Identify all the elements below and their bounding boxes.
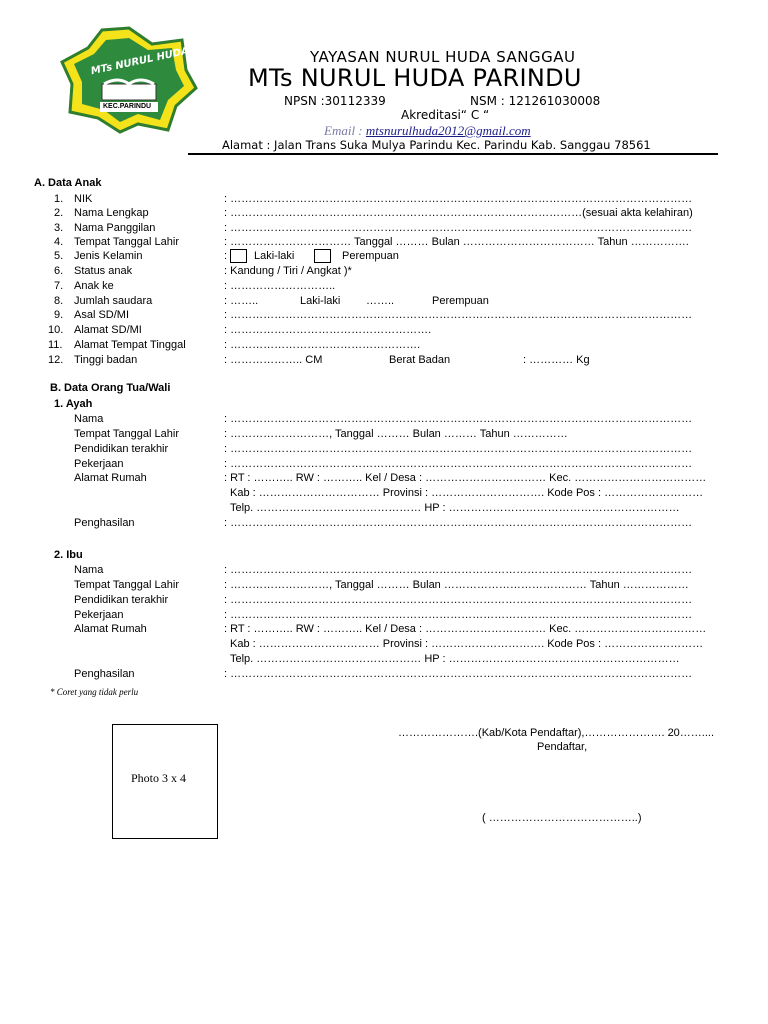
- footnote: * Coret yang tidak perlu: [50, 687, 139, 697]
- ayah-alamat-label: Alamat Rumah: [74, 472, 147, 484]
- ibu-nama-value: : ………………………………………………………………………………………………………………: [224, 564, 693, 576]
- ibu-pekerjaan-label: Pekerjaan: [74, 609, 124, 621]
- ibu-title: 2. Ibu: [54, 549, 83, 561]
- photo-label: Photo 3 x 4: [131, 771, 187, 785]
- item-number: 2.: [54, 207, 64, 219]
- ibu-nama-label: Nama: [74, 564, 104, 576]
- ibu-ttl-label: Tempat Tanggal Lahir: [74, 579, 179, 591]
- item-number: 10.: [48, 324, 64, 336]
- ibu-alamat-line-3: Telp. ……………………………………… HP : ………………………………………………………: [230, 653, 680, 665]
- ibu-alamat-line-2: Kab : …………………………… Provinsi : …………………………. Kode Pos : ………………………: [230, 638, 704, 650]
- gender-female-label: Perempuan: [342, 250, 399, 262]
- ayah-alamat-line-3: Telp. ……………………………………… HP : ………………………………………………………: [230, 502, 680, 514]
- ayah-penghasilan-label: Penghasilan: [74, 517, 135, 529]
- item-number: 3.: [54, 222, 64, 234]
- ayah-nama-label: Nama: [74, 413, 104, 425]
- item-label: NIK: [74, 193, 93, 205]
- ibu-penghasilan-value: : ………………………………………………………………………………………………………………: [224, 668, 693, 680]
- nsm: NSM : 121261030008: [470, 94, 601, 108]
- sibling-female-label: Perempuan: [432, 295, 489, 307]
- gender-male-label: Laki-laki: [254, 250, 295, 262]
- ibu-alamat-line-1: : RT : ……….. RW : ……….. Kel / Desa : …………………………… Kec. ………………………………: [224, 623, 707, 635]
- ayah-pekerjaan-label: Pekerjaan: [74, 458, 124, 470]
- item-label: Anak ke: [74, 280, 114, 292]
- header-divider: [188, 153, 718, 155]
- item-value: : ……………………………………………….: [224, 324, 432, 336]
- email-label: Email :: [324, 123, 363, 138]
- item-label: Status anak: [74, 265, 133, 277]
- item-value: : …………………………… Tanggal ……… Bulan ……………………………… Tahun …………….: [224, 236, 689, 248]
- ayah-alamat-line-1: : RT : ……….. RW : ……….. Kel / Desa : …………………………… Kec. ………………………………: [224, 472, 707, 484]
- ayah-title: 1. Ayah: [54, 398, 93, 410]
- ayah-ttl-label: Tempat Tanggal Lahir: [74, 428, 179, 440]
- school-logo: [60, 26, 198, 134]
- item-label: Alamat SD/MI: [74, 324, 142, 336]
- ibu-penghasilan-label: Penghasilan: [74, 668, 135, 680]
- sibling-male-label: Laki-laki: [300, 295, 341, 307]
- item-value: :: [224, 250, 228, 262]
- photo-box: [112, 724, 218, 839]
- item-number: 11.: [48, 339, 63, 351]
- item-number: 1.: [54, 193, 64, 205]
- school-address: Alamat : Jalan Trans Suka Mulya Parindu Kec. Parindu Kab. Sanggau 78561: [222, 138, 651, 152]
- item-label: Nama Panggilan: [74, 222, 156, 234]
- email-link[interactable]: mtsnurulhuda2012@gmail.com: [365, 123, 531, 138]
- section-a-title: A. Data Anak: [34, 177, 102, 189]
- weight-value: : ………… Kg: [523, 354, 590, 366]
- ayah-nama-value: : ………………………………………………………………………………………………………………: [224, 413, 693, 425]
- npsn: NPSN :30112339: [284, 94, 386, 108]
- item-label: Tinggi badan: [74, 354, 138, 366]
- item-label: Jumlah saudara: [74, 295, 153, 307]
- item-number: 12.: [48, 354, 64, 366]
- checkbox-female[interactable]: [314, 249, 331, 263]
- item-value: : Kandung / Tiri / Angkat )*: [224, 265, 352, 277]
- ayah-alamat-line-2: Kab : …………………………… Provinsi : …………………………. Kode Pos : ………………………: [230, 487, 704, 499]
- signature-role: Pendaftar,: [537, 741, 588, 753]
- logo-text-bottom: KEC.PARINDU: [103, 103, 152, 110]
- ibu-ttl-value: : ………………………, Tanggal ……… Bulan ………………………………… Tahun ………………: [224, 579, 689, 591]
- ibu-alamat-label: Alamat Rumah: [74, 623, 147, 635]
- item-label: Jenis Kelamin: [74, 250, 143, 262]
- foundation-name: YAYASAN NURUL HUDA SANGGAU: [310, 48, 576, 66]
- item-value: : ……………………………………………………………………………………(sesuai akta kelahiran): [224, 207, 693, 219]
- item-value: : ……..: [224, 295, 259, 307]
- item-label: Nama Lengkap: [74, 207, 149, 219]
- logo-text-top: MTs NURUL HUDA: [89, 45, 190, 78]
- school-name: MTs NURUL HUDA PARINDU: [248, 64, 582, 92]
- sibling-female-dots: ……..: [366, 295, 395, 307]
- ayah-pendidikan-value: : ………………………………………………………………………………………………………………: [224, 443, 693, 455]
- item-number: 7.: [54, 280, 64, 292]
- checkbox-male[interactable]: [230, 249, 247, 263]
- ibu-pendidikan-value: : ………………………………………………………………………………………………………………: [224, 594, 693, 606]
- ayah-pendidikan-label: Pendidikan terakhir: [74, 443, 169, 455]
- item-value: : …………………………………………….: [224, 339, 421, 351]
- item-value: : ………………………………………………………………………………………………………………: [224, 222, 693, 234]
- ayah-penghasilan-value: : ………………………………………………………………………………………………………………: [224, 517, 693, 529]
- signature-place-date: ………………….(Kab/Kota Pendaftar),…………………. 20……....: [398, 727, 715, 739]
- item-number: 6.: [54, 265, 64, 277]
- weight-label: Berat Badan: [389, 354, 451, 366]
- item-number: 9.: [54, 309, 64, 321]
- item-label: Alamat Tempat Tinggal: [74, 339, 186, 351]
- item-value: : ………………………..: [224, 280, 336, 292]
- ibu-pendidikan-label: Pendidikan terakhir: [74, 594, 169, 606]
- item-value: : ………………………………………………………………………………………………………………: [224, 309, 693, 321]
- item-value: : ……………….. CM: [224, 354, 323, 366]
- ayah-ttl-value: : ………………………, Tanggal ……… Bulan ……… Tahun ……………: [224, 428, 568, 440]
- item-label: Tempat Tanggal Lahir: [74, 236, 179, 248]
- section-b-title: B. Data Orang Tua/Wali: [50, 382, 171, 394]
- item-number: 4.: [54, 236, 64, 248]
- signature-name: ( …………………………………..): [482, 812, 642, 824]
- item-label: Asal SD/MI: [74, 309, 130, 321]
- ayah-pekerjaan-value: : ………………………………………………………………………………………………………………: [224, 458, 693, 470]
- item-number: 8.: [54, 295, 64, 307]
- item-value: : ………………………………………………………………………………………………………………: [224, 193, 693, 205]
- email-line: [324, 123, 531, 139]
- item-number: 5.: [54, 250, 64, 262]
- ibu-pekerjaan-value: : ………………………………………………………………………………………………………………: [224, 609, 693, 621]
- akreditasi: Akreditasi“ C “: [401, 108, 490, 122]
